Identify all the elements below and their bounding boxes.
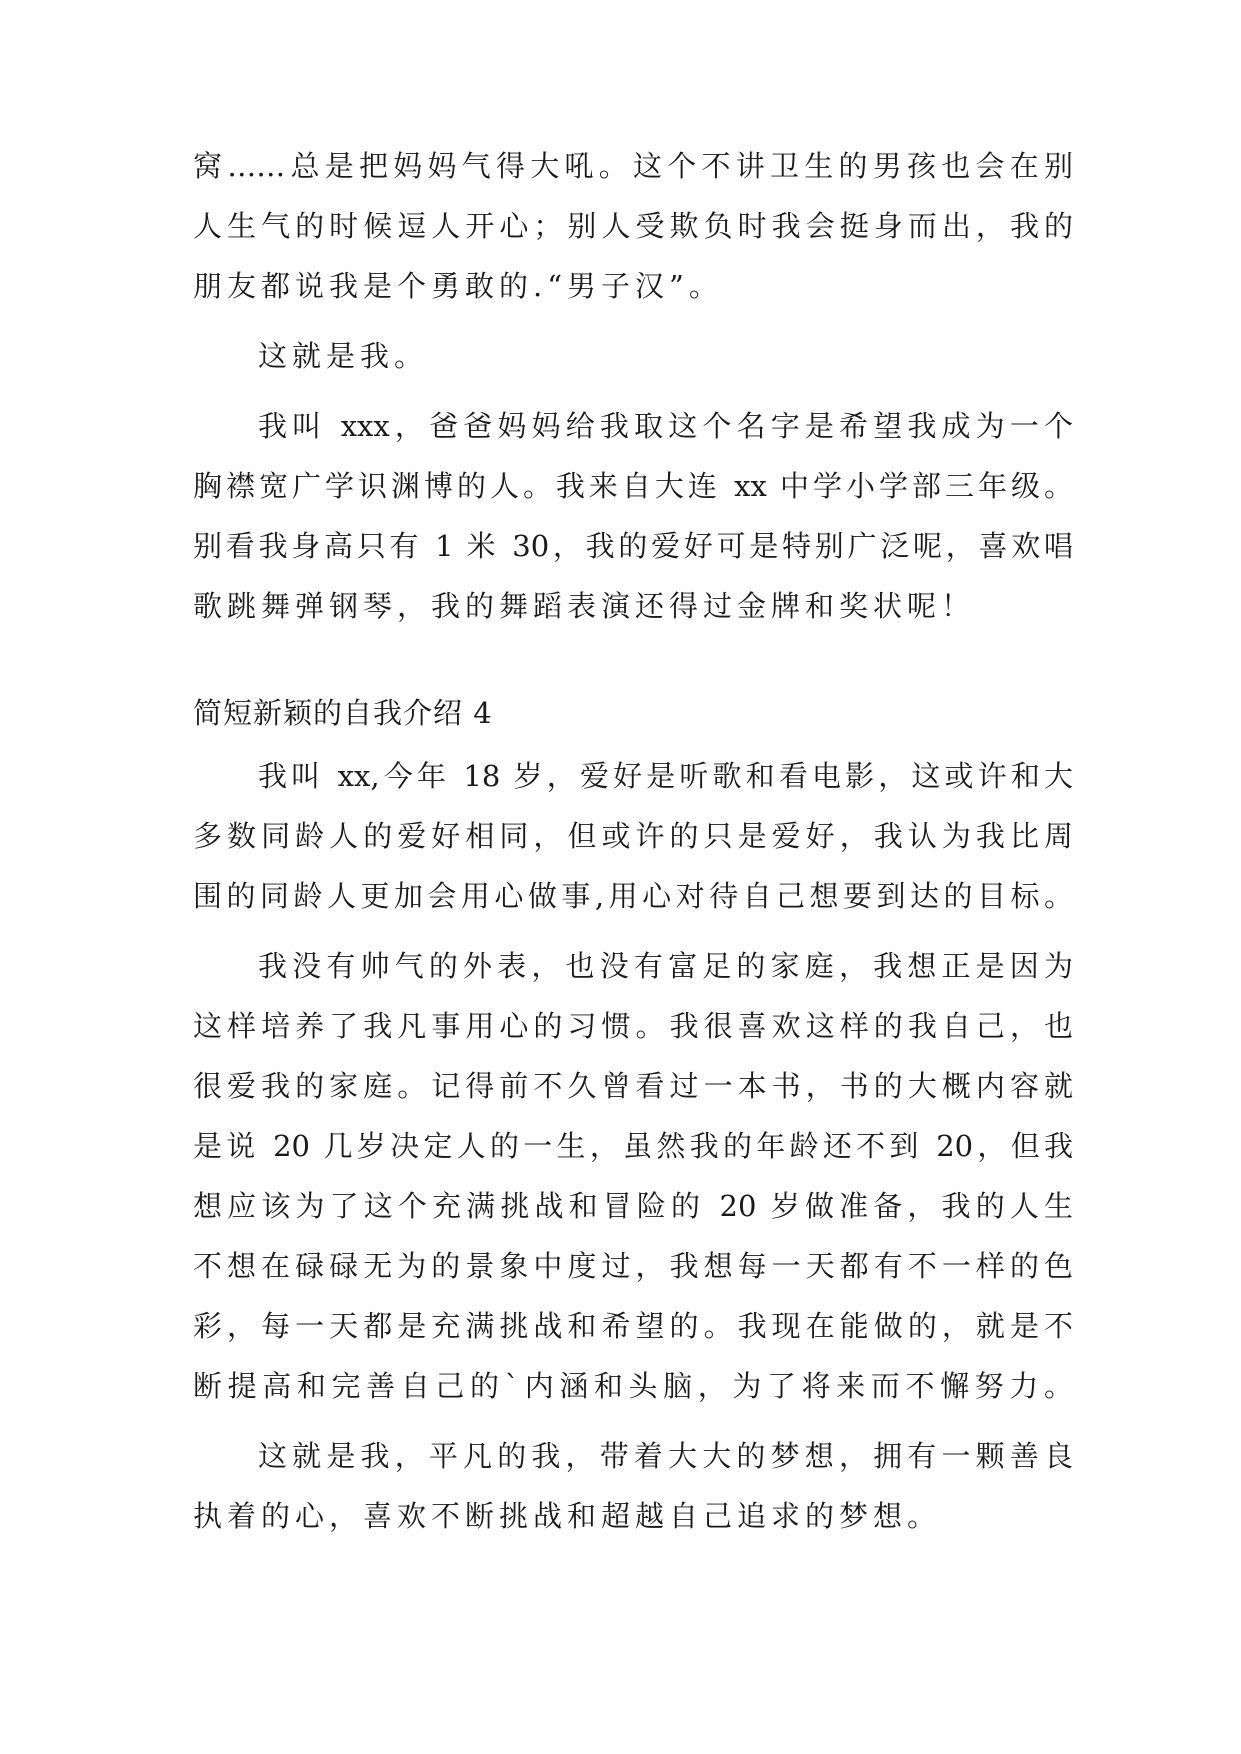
- section-heading: 简短新颖的自我介绍 4: [193, 696, 493, 730]
- paragraph-line: 围的同龄人更加会用心做事,用心对待自己想要到达的目标。: [193, 879, 1073, 913]
- paragraph-line: 不想在碌碌无为的景象中度过，我想每一天都有不一样的色: [193, 1249, 1073, 1283]
- paragraph-line: 很爱我的家庭。记得前不久曾看过一本书，书的大概内容就: [193, 1069, 1073, 1103]
- paragraph-line: 胸襟宽广学识渊博的人。我来自大连 xx 中学小学部三年级。: [193, 469, 1073, 503]
- paragraph-line: 我叫 xx,今年 18 岁，爱好是听歌和看电影，这或许和大: [258, 759, 1073, 793]
- paragraph-line: 彩，每一天都是充满挑战和希望的。我现在能做的，就是不: [193, 1309, 1073, 1343]
- paragraph-line: 我叫 xxx，爸爸妈妈给我取这个名字是希望我成为一个: [258, 409, 1073, 443]
- paragraph-line: 想应该为了这个充满挑战和冒险的 20 岁做准备，我的人生: [193, 1189, 1073, 1223]
- paragraph-line: 执着的心，喜欢不断挑战和超越自己追求的梦想。: [193, 1499, 942, 1533]
- paragraph-line: 断提高和完善自己的`内涵和头脑，为了将来而不懈努力。: [193, 1369, 1073, 1403]
- paragraph-line: 这样培养了我凡事用心的习惯。我很喜欢这样的我自己，也: [193, 1009, 1073, 1043]
- paragraph-line: 我没有帅气的外表，也没有富足的家庭，我想正是因为: [258, 949, 1073, 983]
- paragraph-line: 朋友都说我是个勇敢的.“男子汉”。: [193, 269, 723, 303]
- paragraph-line: 这就是我，平凡的我，带着大大的梦想，拥有一颗善良: [258, 1439, 1073, 1473]
- paragraph-line: 多数同龄人的爱好相同，但或许的只是爱好，我认为我比周: [193, 819, 1073, 853]
- paragraph-line: 别看我身高只有 1 米 30，我的爱好可是特别广泛呢，喜欢唱: [193, 529, 1073, 563]
- paragraph-line: 人生气的时候逗人开心；别人受欺负时我会挺身而出，我的: [193, 209, 1073, 243]
- paragraph-line: 窝……总是把妈妈气得大吼。这个不讲卫生的男孩也会在别: [193, 149, 1073, 183]
- paragraph-line: 歌跳舞弹钢琴，我的舞蹈表演还得过金牌和奖状呢！: [193, 589, 976, 623]
- paragraph-line: 这就是我。: [258, 339, 429, 373]
- paragraph-line: 是说 20 几岁决定人的一生，虽然我的年龄还不到 20，但我: [193, 1129, 1073, 1163]
